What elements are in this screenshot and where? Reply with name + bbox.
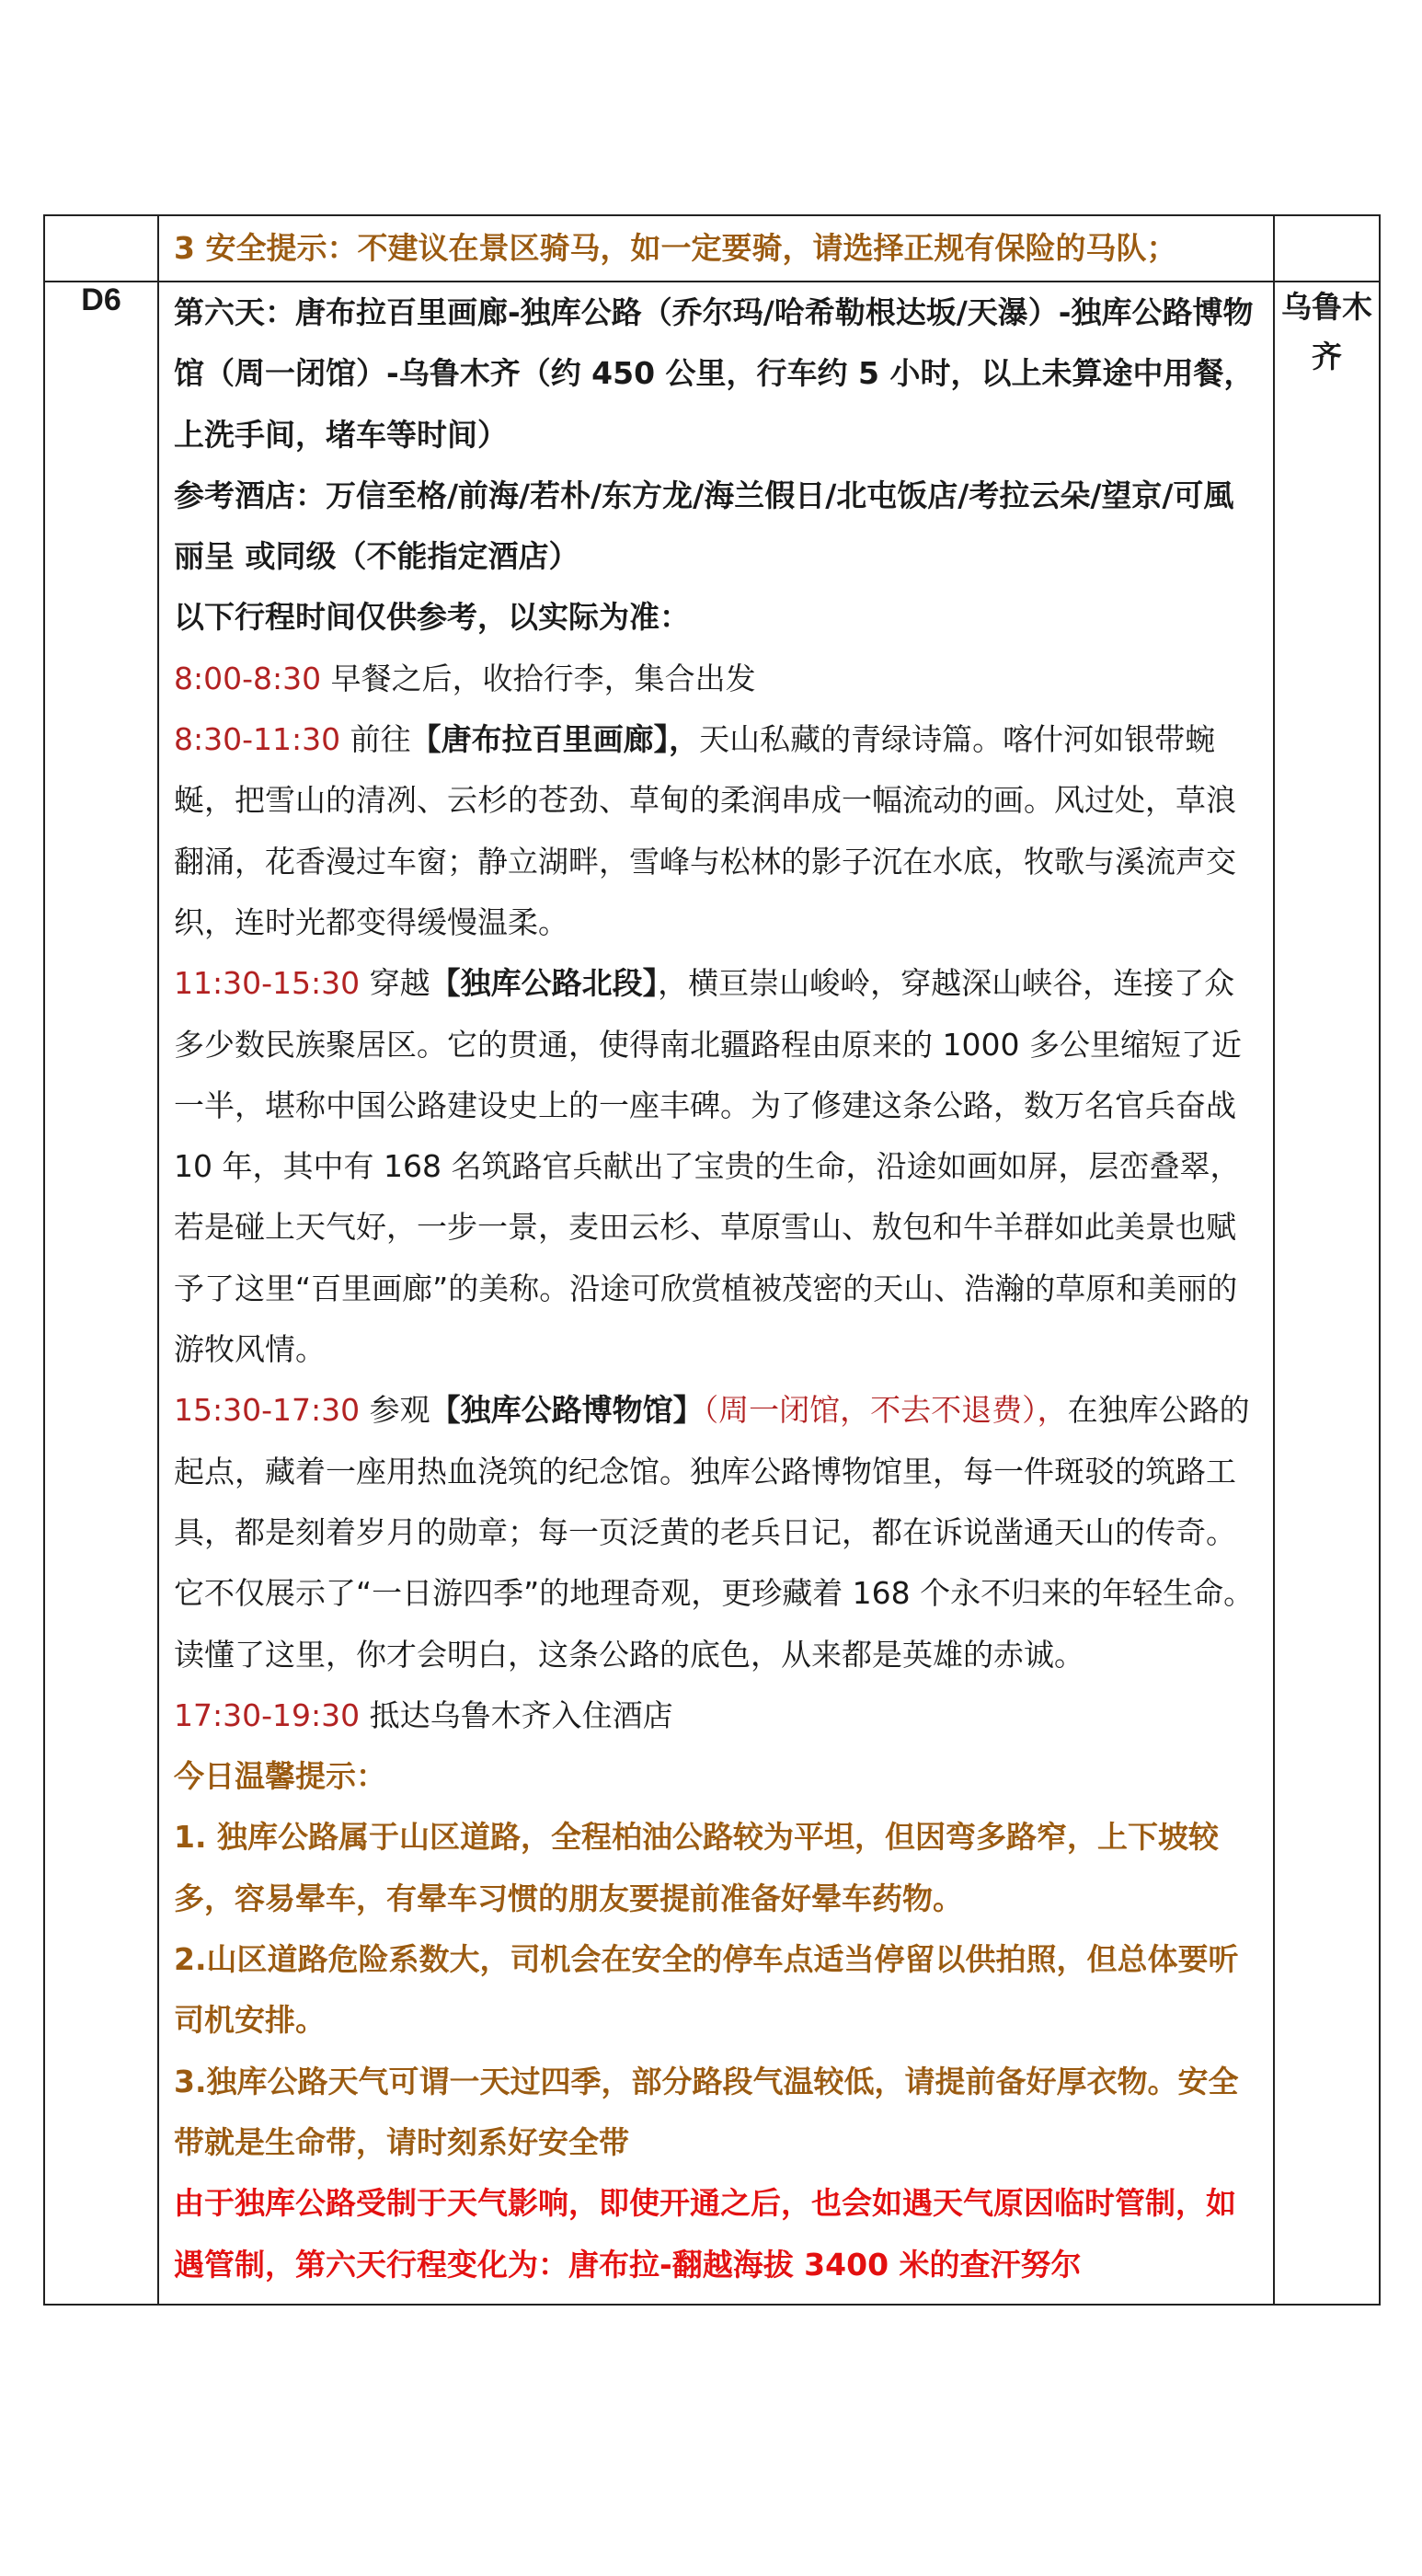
schedule-time: 11:30-15:30 <box>174 965 361 1002</box>
schedule-item <box>174 1380 1260 1685</box>
schedule-text: ，横亘崇山峻岭，穿越深山峡谷，连接了众多少数民族聚居区。它的贯通，使得南北疆路程由原来的 1000 多公里缩短了近一半，堪称中国公路建设史上的一座丰碑。为了修建这条公路，数万名官兵奋战 10 年，其中有 168 名筑路官兵献出了宝贵的生命，沿途如画如屏，层峦叠翠，若是碰上天气好，一步一景，麦田云杉、草原雪山、敖包和牛羊群如此美景也赋予了这里“百里画廊”的美称。沿途可欣赏植被茂密的天山、浩瀚的草原和美丽的游牧风情。 <box>174 965 1242 1368</box>
tip-item: 1. 独库公路属于山区道路，全程柏油公路较为平坦，但因弯多路窄，上下坡较多，容易晕车，有晕车习惯的朋友要提前准备好晕车药物。 <box>174 1819 1219 1916</box>
content-cell <box>158 282 1274 2305</box>
road-closure-alert: 由于独库公路受制于天气影响，即使开通之后，也会如遇天气原因临时管制，如遇管制，第六天行程变化为：唐布拉-翻越海拔 3400 米的查汗努尔 <box>174 2185 1236 2283</box>
schedule-time: 8:00-8:30 <box>174 660 322 696</box>
schedule-item <box>174 709 1260 953</box>
schedule-text: 在独库公路的起点，藏着一座用热血浇筑的纪念馆。独库公路博物馆里，每一件斑驳的筑路工具，都是刻着岁月的勋章；每一页泛黄的老兵日记，都在诉说凿通天山的传奇。它不仅展示了“一日游四季”的地理奇观，更珍藏着 168 个永不归来的年轻生命。读懂了这里，你才会明白，这条公路的底色，从来都是英雄的赤诚。 <box>174 1392 1255 1673</box>
table-row-day6 <box>44 282 1380 2305</box>
schedule-text: 早餐之后，收拾行李，集合出发 <box>321 660 756 696</box>
closure-warning: （周一闭馆，不去不退费）， <box>703 1392 1068 1429</box>
attraction-name: 【独库公路博物馆】 <box>430 1392 704 1429</box>
overnight-city: 乌鲁木齐 <box>1281 289 1372 374</box>
safety-tip-text: 3 安全提示：不建议在景区骑马，如一定要骑，请选择正规有保险的马队； <box>174 230 1177 266</box>
schedule-notice: 以下行程时间仅供参考，以实际为准： <box>174 599 690 636</box>
schedule-time: 8:30-11:30 <box>174 721 341 758</box>
attraction-name: 【独库公路北段】 <box>430 965 659 1002</box>
tip-item: 2.山区道路危险系数大，司机会在安全的停车点适当停留以供拍照，但总体要听司机安排。 <box>174 1941 1239 2039</box>
attraction-name: 【唐布拉百里画廊】， <box>410 721 700 758</box>
schedule-text: 天山私藏的青绿诗篇。喀什河如银带蜿蜒，把雪山的清冽、云杉的苍劲、草甸的柔润串成一幅流动的画。风过处，草浪翻涌，花香漫过车窗；静立湖畔，雪峰与松林的影子沉在水底，牧歌与溪流声交织，连时光都变得缓慢温柔。 <box>174 721 1236 940</box>
day-cell-empty <box>44 215 158 282</box>
schedule-text: 抵达乌鲁木齐入住酒店 <box>360 1696 673 1733</box>
schedule-item <box>174 953 1260 1380</box>
city-cell-empty <box>1274 215 1380 282</box>
schedule-item <box>174 1685 1260 1746</box>
schedule-pre: 穿越 <box>360 965 430 1002</box>
day-label: D6 <box>81 282 121 317</box>
schedule-pre: 参观 <box>360 1392 430 1429</box>
tip-item: 3.独库公路天气可谓一天过四季，部分路段气温较低，请提前备好厚衣物。安全带就是生命带，请时刻系好安全带 <box>174 2063 1239 2160</box>
content-cell <box>158 215 1274 282</box>
hotel-reference: 参考酒店：万信至格/前海/若朴/东方龙/海兰假日/北屯饭店/考拉云朵/望京/可風丽呈 或同级（不能指定酒店） <box>174 477 1234 575</box>
schedule-time: 17:30-19:30 <box>174 1696 361 1733</box>
itinerary-table <box>43 214 1381 2306</box>
schedule-time: 15:30-17:30 <box>174 1392 361 1429</box>
schedule-pre: 前往 <box>340 721 411 758</box>
table-row-safety-tip <box>44 215 1380 282</box>
day-title: 第六天：唐布拉百里画廊-独库公路（乔尔玛/哈希勒根达坂/天瀑）-独库公路博物馆（周一闭馆）-乌鲁木齐（约 450 公里，行车约 5 小时，以上未算途中用餐，上洗手间，堵车等时间） <box>174 294 1255 453</box>
tips-title: 今日温馨提示： <box>174 1758 386 1795</box>
city-cell <box>1274 282 1380 2305</box>
day-cell <box>44 282 158 2305</box>
schedule-item <box>174 649 1260 709</box>
